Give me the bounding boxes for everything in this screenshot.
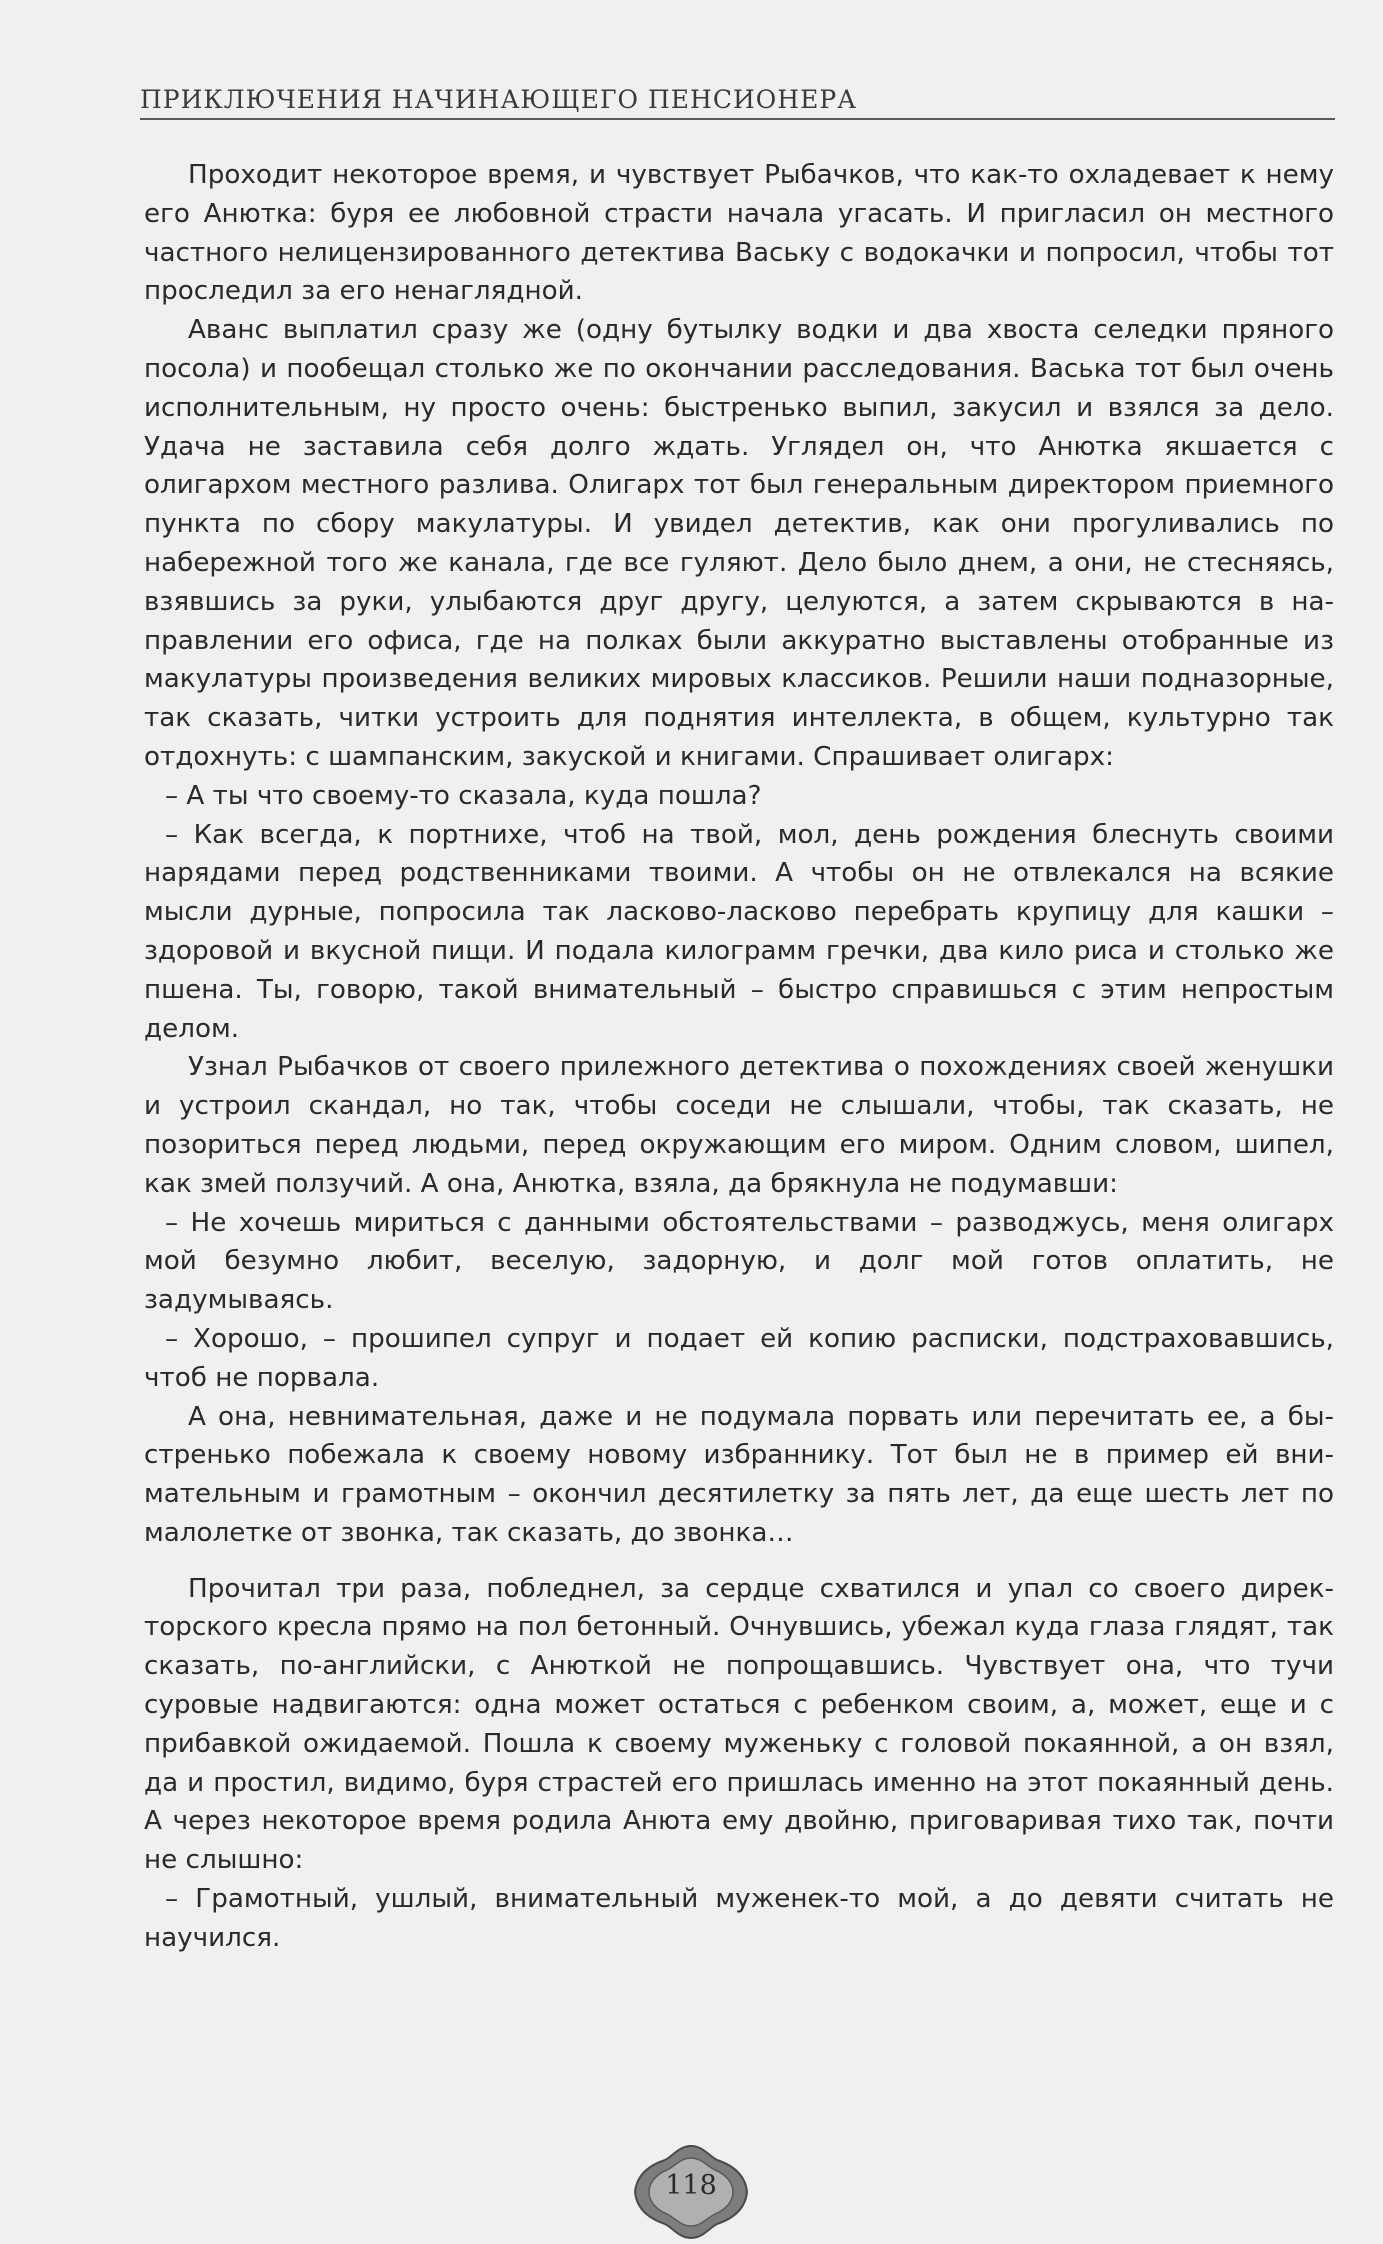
running-header-title: ПРИКЛЮЧЕНИЯ НАЧИНАЮЩЕГО ПЕНСИОНЕРА: [140, 85, 858, 114]
dialogue-line: – А ты что своему-то сказала, куда пошла?: [165, 780, 762, 811]
paragraph: Прочитал три раза, побледнел, за сердце схватился и упал со своего директорского кресла прямо на пол бетонный. Очнувшись, убежал куда глаза глядят, так сказать, по-английски, с Анюткой не попрощавшись. Чувствует она, что тучи суровые надвигаются: одна может остаться с ребенком своим, а, может, еще и с прибавкой ожидаемой. Пошла к своему муженьку с головой покаянной, а он взял, да и простил, видимо, буря страстей его пришлась именно на этот покаянный день. А через некоторое время родила Анюта ему двойню, приговаривая тихо так, почти не слышно:: [144, 1573, 1334, 1876]
dialogue-line: – Не хочешь мириться с данными обстоятельствами – разводжусь, меня олигарх мой безумно любит, веселую, задорную, и долг мой готов оплатить, не задумываясь.: [144, 1207, 1334, 1316]
paragraph: Проходит некоторое время, и чувствует Рыбачков, что как-то охладевает к нему его Анютка: буря ее любовной страсти начала угасать. И пригласил он местного частного нелицензированного детектива Ваську с водокачки и попросил, чтобы тот проследил за его ненаглядной.: [144, 160, 1334, 307]
dialogue-line: – Грамотный, ушлый, внимательный муженек-то мой, а до девяти считать не научился.: [144, 1884, 1334, 1953]
dialogue-line: – Хорошо, – прошипел супруг и подает ей копию расписки, подстраховавшись, чтоб не порвала.: [144, 1323, 1334, 1393]
running-header: [140, 84, 1335, 120]
page-number: 118: [665, 2170, 717, 2201]
paragraph: Узнал Рыбачков от своего прилежного детектива о похождениях своей женушки и устроил скандал, но так, чтобы соседи не слышали, чтобы, так сказать, не позориться перед людьми, перед окружающим его миром. Одним словом, шипел, как змей ползучий. А она, Анютка, взяла, да брякнула не подумавши:: [144, 1052, 1334, 1199]
page-number-badge: [629, 2142, 753, 2242]
dialogue-line: – Как всегда, к портнихе, чтоб на твой, мол, день рождения блеснуть своими нарядами перед родственниками твоими. А чтобы он не отвлекался на всякие мысли дурные, попросила так ласково-ласково перебрать крупицу для кашки – здоровой и вкусной пищи. И подала килограмм гречки, два кило риса и столько же пшена. Ты, говорю, такой внимательный – быстро справишься с этим непростым делом.: [144, 819, 1334, 1044]
paragraph: Аванс выплатил сразу же (одну бутылку водки и два хвоста селедки пряного посола) и пообещал столько же по окончании расследования. Васька тот был очень исполнительным, ну просто очень: быстренько выпил, закусил и взялся за дело. Удача не заставила себя долго ждать. Углядел он, что Анютка якшается с олигархом местного разлива. Олигарх тот был генеральным директором приемного пункта по сбору макулатуры. И увидел детектив, как они прогуливались по набережной того же канала, где все гуляют. Дело было днем, а они, не стесняясь, взявшись за руки, улыбаются друг другу, целуются, а затем скрываются в направлении его офиса, где на полках были аккуратно выставлены отобранные из макулатуры произведения великих мировых классиков. Решили наши подназорные, так сказать, читки устроить для поднятия интеллекта, в общем, культурно так отдохнуть: с шампанским, закуской и книгами. Спрашивает олигарх:: [144, 315, 1334, 772]
paragraph: А она, невнимательная, даже и не подумала порвать или перечитать ее, а быстренько побежала к своему новому избраннику. Тот был не в пример ей внимательным и грамотным – окончил десятилетку за пять лет, да еще шесть лет по малолетке от звонка, так сказать, до звонка…: [144, 1401, 1334, 1548]
body-text: [144, 156, 1334, 1958]
